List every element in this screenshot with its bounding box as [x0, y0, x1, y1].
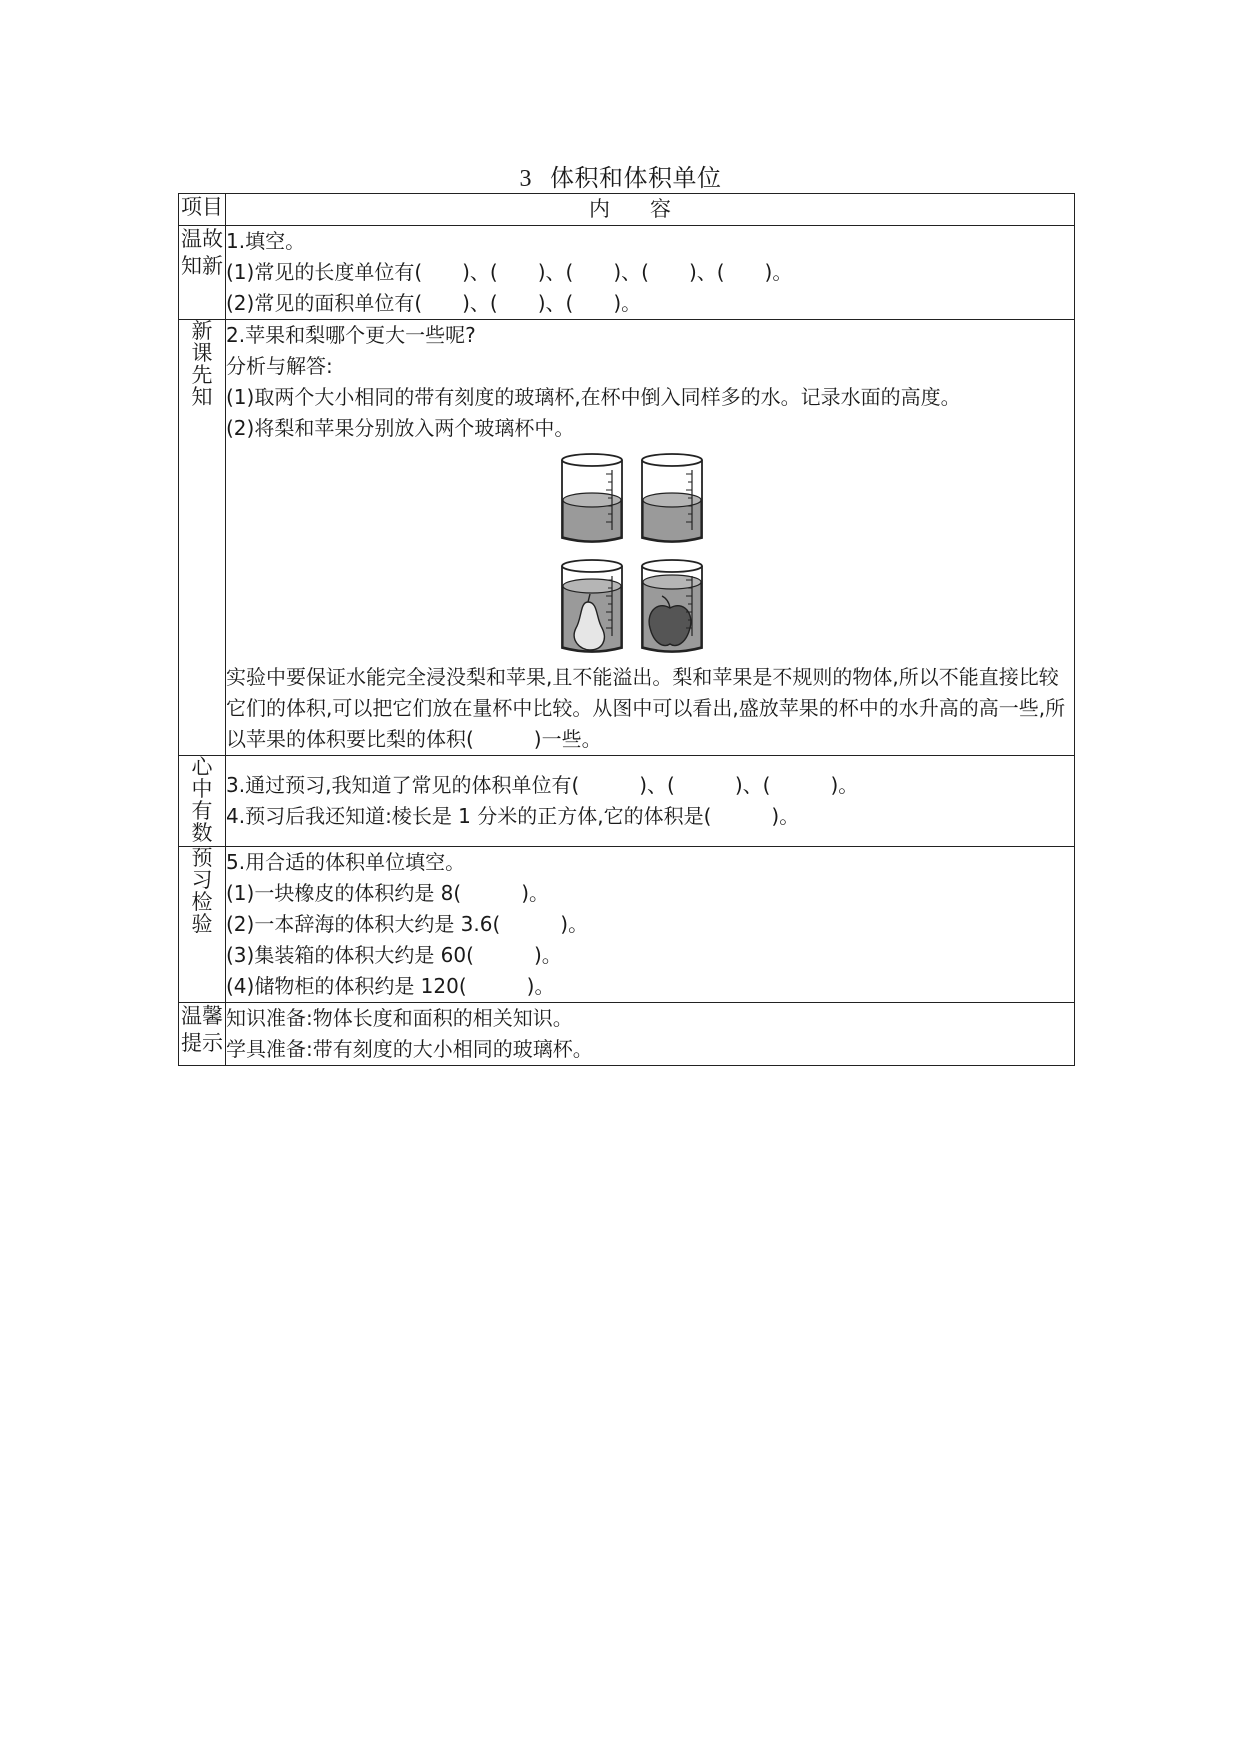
header-content: 内容	[226, 194, 1075, 226]
section-mind	[179, 756, 1075, 847]
section-tips	[179, 1003, 1075, 1066]
label-new	[179, 320, 226, 756]
beaker-empty-left	[562, 454, 622, 542]
label-review	[179, 226, 226, 320]
review-line-1: 1.填空。	[226, 229, 306, 253]
new-line-2: 分析与解答:	[226, 354, 333, 378]
tips-line-2: 学具准备:带有刻度的大小相同的玻璃杯。	[226, 1037, 593, 1061]
new-paragraph: 实验中要保证水能完全浸没梨和苹果,且不能溢出。梨和苹果是不规则的物体,所以不能直接比较它们的体积,可以把它们放在量杯中比较。从图中可以看出,盛放苹果的杯中的水升高的高一些,所以苹果的体积要比梨的体积( )一些。	[226, 665, 1066, 751]
section-new	[179, 320, 1075, 756]
title-text: 体积和体积单位	[550, 164, 722, 192]
content-review	[226, 226, 1075, 320]
beaker-apple	[642, 560, 702, 652]
new-line-3: (1)取两个大小相同的带有刻度的玻璃杯,在杯中倒入同样多的水。记录水面的高度。	[226, 385, 961, 409]
content-mind	[226, 756, 1075, 847]
label-tips-text: 温馨提示	[181, 1004, 223, 1055]
title-number: 3	[519, 166, 532, 192]
review-line-2: (1)常见的长度单位有( )、( )、( )、( )、( )。	[226, 260, 793, 284]
content-check	[226, 847, 1075, 1003]
beaker-illustration	[556, 450, 706, 660]
beaker-pear	[562, 560, 622, 652]
label-mind	[179, 756, 226, 847]
beaker-empty-right	[642, 454, 702, 542]
section-review	[179, 226, 1075, 320]
new-line-4: (2)将梨和苹果分别放入两个玻璃杯中。	[226, 416, 575, 440]
content-new	[226, 320, 1075, 756]
header-row	[179, 194, 1075, 226]
check-line-1: 5.用合适的体积单位填空。	[226, 850, 466, 874]
page-title	[0, 158, 1241, 193]
label-mind-text: 心中有数	[191, 755, 213, 845]
label-check	[179, 847, 226, 1003]
mind-line-2: 4.预习后我还知道:棱长是 1 分米的正方体,它的体积是( )。	[226, 804, 800, 828]
review-line-3: (2)常见的面积单位有( )、( )、( )。	[226, 291, 642, 315]
label-review-text: 温故知新	[181, 227, 223, 278]
tips-line-1: 知识准备:物体长度和面积的相关知识。	[226, 1006, 573, 1030]
check-line-2: (1)一块橡皮的体积约是 8( )。	[226, 881, 550, 905]
content-tips	[226, 1003, 1075, 1066]
check-line-5: (4)储物柜的体积约是 120( )。	[226, 974, 555, 998]
mind-line-1: 3.通过预习,我知道了常见的体积单位有( )、( )、( )。	[226, 773, 859, 797]
beaker-figure	[226, 450, 1074, 660]
label-tips	[179, 1003, 226, 1066]
label-check-text: 预习检验	[191, 846, 213, 936]
worksheet-table	[178, 193, 1075, 1066]
check-line-4: (3)集装箱的体积大约是 60( )。	[226, 943, 562, 967]
new-line-1: 2.苹果和梨哪个更大一些呢?	[226, 323, 476, 347]
section-check	[179, 847, 1075, 1003]
header-item: 项目	[179, 194, 226, 226]
check-line-3: (2)一本辞海的体积大约是 3.6( )。	[226, 912, 589, 936]
label-new-text: 新课先知	[191, 319, 213, 409]
apple-icon	[649, 606, 691, 646]
